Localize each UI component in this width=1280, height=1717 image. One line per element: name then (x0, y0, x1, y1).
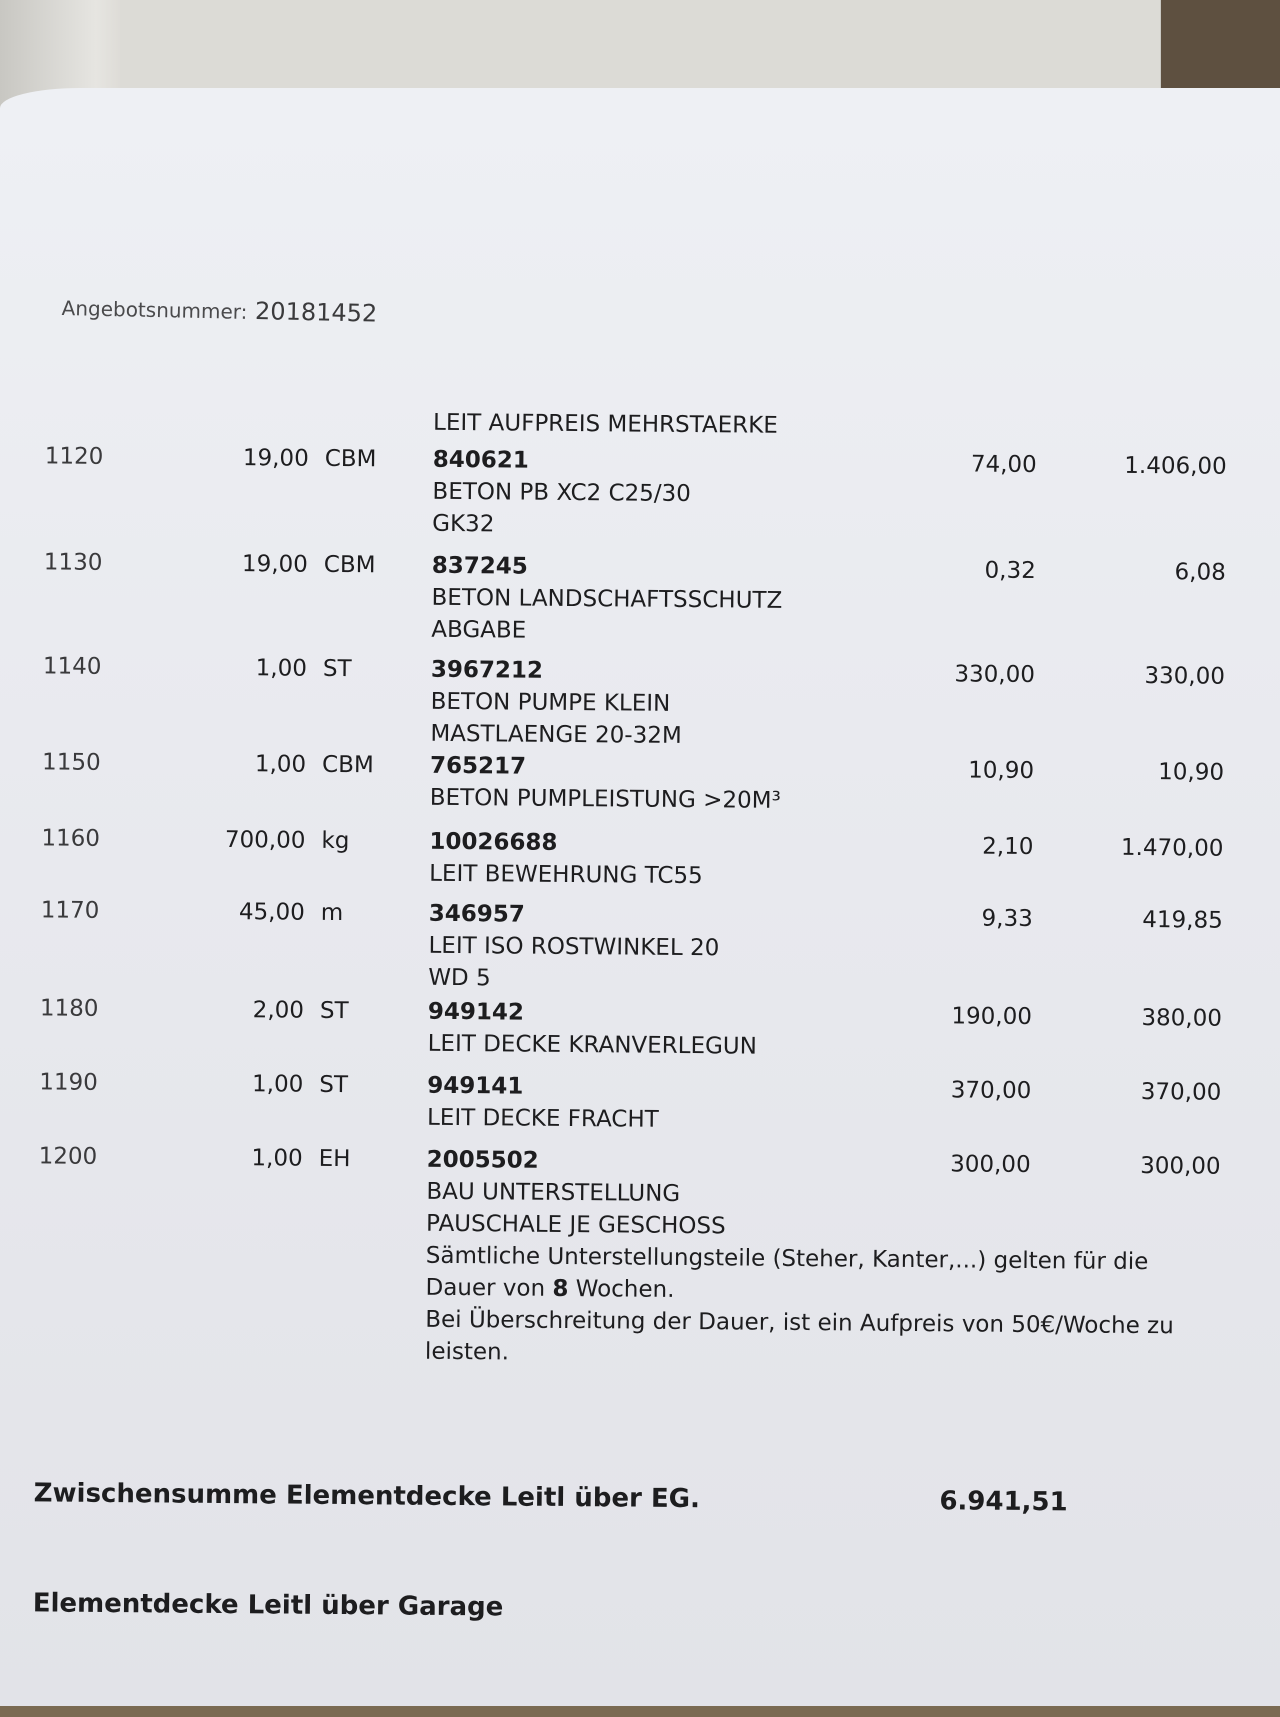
offer-page (0, 88, 1280, 1706)
description-line: LEIT DECKE KRANVERLEGUN (427, 1030, 758, 1060)
table-row (0, 1066, 1271, 1133)
line-total: 330,00 (1144, 663, 1226, 690)
quantity: 700,00 (224, 826, 306, 854)
unit-price: 9,33 (981, 905, 1033, 933)
description-line: LEIT BEWEHRUNG TC55 (429, 860, 703, 890)
position-number: 1130 (43, 549, 103, 576)
table-row (0, 650, 1275, 749)
article-code: 840621 (432, 446, 529, 474)
position-number: 1150 (42, 749, 101, 776)
description-line: BAU UNTERSTELLUNG (426, 1178, 681, 1207)
quantity: 2,00 (252, 997, 305, 1024)
line-total: 370,00 (1140, 1078, 1222, 1106)
table-row (0, 440, 1277, 538)
article-code: 10026688 (429, 828, 558, 856)
intro-line: LEIT AUFPREIS MEHRSTAERKE (432, 409, 778, 439)
unit-price: 74,00 (970, 451, 1037, 479)
table-row (0, 822, 1274, 890)
unit: CBM (323, 551, 376, 579)
unit-price: 10,90 (968, 757, 1035, 785)
line-total: 6,08 (1174, 559, 1226, 586)
description-line: BETON LANDSCHAFTSSCHUTZ (431, 584, 783, 614)
unit-price: 2,10 (982, 833, 1034, 861)
article-code: 837245 (431, 552, 528, 580)
quantity: 19,00 (241, 551, 308, 578)
quantity: 1,00 (255, 655, 308, 682)
article-code: 3967212 (430, 656, 544, 684)
description-line: WD 5 (428, 964, 491, 992)
article-code: 949141 (427, 1072, 524, 1100)
unit: m (320, 899, 344, 927)
article-code: 949142 (427, 998, 525, 1026)
description-line: BETON PUMPE KLEIN (430, 688, 671, 717)
description-line: LEIT ISO ROSTWINKEL 20 (428, 932, 720, 962)
unit: CBM (324, 445, 377, 473)
unit: ST (322, 655, 352, 683)
unit: ST (319, 1071, 349, 1099)
note-text: Wochen. (568, 1276, 675, 1303)
unit: CBM (321, 751, 374, 779)
description-line: LEIT DECKE FRACHT (426, 1104, 659, 1133)
table-row (0, 1140, 1271, 1366)
line-total: 1.406,00 (1124, 452, 1227, 480)
offer-number-value: 20181452 (254, 297, 378, 328)
line-total: 10,90 (1158, 759, 1225, 786)
subtotal-label: Zwischensumme Elementdecke Leitl über EG. (33, 1478, 701, 1515)
subtotal-value: 6.941,51 (939, 1486, 1068, 1518)
line-total: 419,85 (1142, 907, 1223, 934)
table-row (0, 546, 1276, 644)
note-text: Sämtliche Unterstellungsteile (Steher, Kanter,...) gelten für die Dauer von (425, 1242, 1149, 1302)
next-section-title: Elementdecke Leitl über Garage (32, 1588, 504, 1623)
unit-price: 370,00 (950, 1077, 1032, 1105)
quantity: 19,00 (242, 445, 309, 472)
unit: EH (318, 1145, 351, 1173)
table-row (0, 894, 1273, 992)
position-number: 1170 (40, 897, 100, 924)
position-number: 1120 (44, 443, 104, 470)
article-code: 346957 (428, 900, 525, 928)
quantity: 1,00 (251, 1071, 304, 1098)
position-number: 1190 (39, 1069, 98, 1096)
article-code: 765217 (429, 752, 527, 780)
line-total: 1.470,00 (1120, 834, 1224, 862)
unit-price: 300,00 (950, 1151, 1031, 1179)
position-number: 1160 (41, 825, 101, 852)
note-duration (425, 1240, 1206, 1311)
note-surcharge: Bei Überschreitung der Dauer, ist ein Aufpreis von 50€/Woche zu leisten. (424, 1306, 1174, 1366)
position-number: 1140 (42, 653, 102, 680)
description-line: BETON PB XC2 C25/30 (432, 478, 691, 508)
unit-price: 190,00 (951, 1003, 1033, 1031)
description-line: BETON PUMPLEISTUNG >20M³ (429, 784, 781, 814)
line-total: 380,00 (1141, 1004, 1223, 1032)
article-code: 2005502 (426, 1146, 539, 1174)
line-total: 300,00 (1140, 1152, 1221, 1180)
description-line: PAUSCHALE JE GESCHOSS (425, 1210, 726, 1240)
unit-price: 0,32 (984, 557, 1036, 585)
description-line: ABGABE (431, 616, 527, 644)
position-number: 1180 (39, 995, 99, 1022)
offer-number-label: Angebotsnummer: (61, 295, 248, 324)
unit: kg (321, 827, 350, 855)
unit-price: 330,00 (954, 661, 1036, 689)
note-weeks: 8 (552, 1275, 569, 1303)
quantity: 45,00 (238, 899, 305, 926)
quantity: 1,00 (251, 1145, 303, 1172)
line-items (0, 88, 1280, 1717)
quantity: 1,00 (254, 751, 307, 778)
position-number: 1200 (38, 1143, 98, 1170)
description-line: GK32 (432, 510, 495, 538)
description-line: MASTLAENGE 20-32M (430, 720, 682, 749)
unit: ST (319, 997, 349, 1025)
